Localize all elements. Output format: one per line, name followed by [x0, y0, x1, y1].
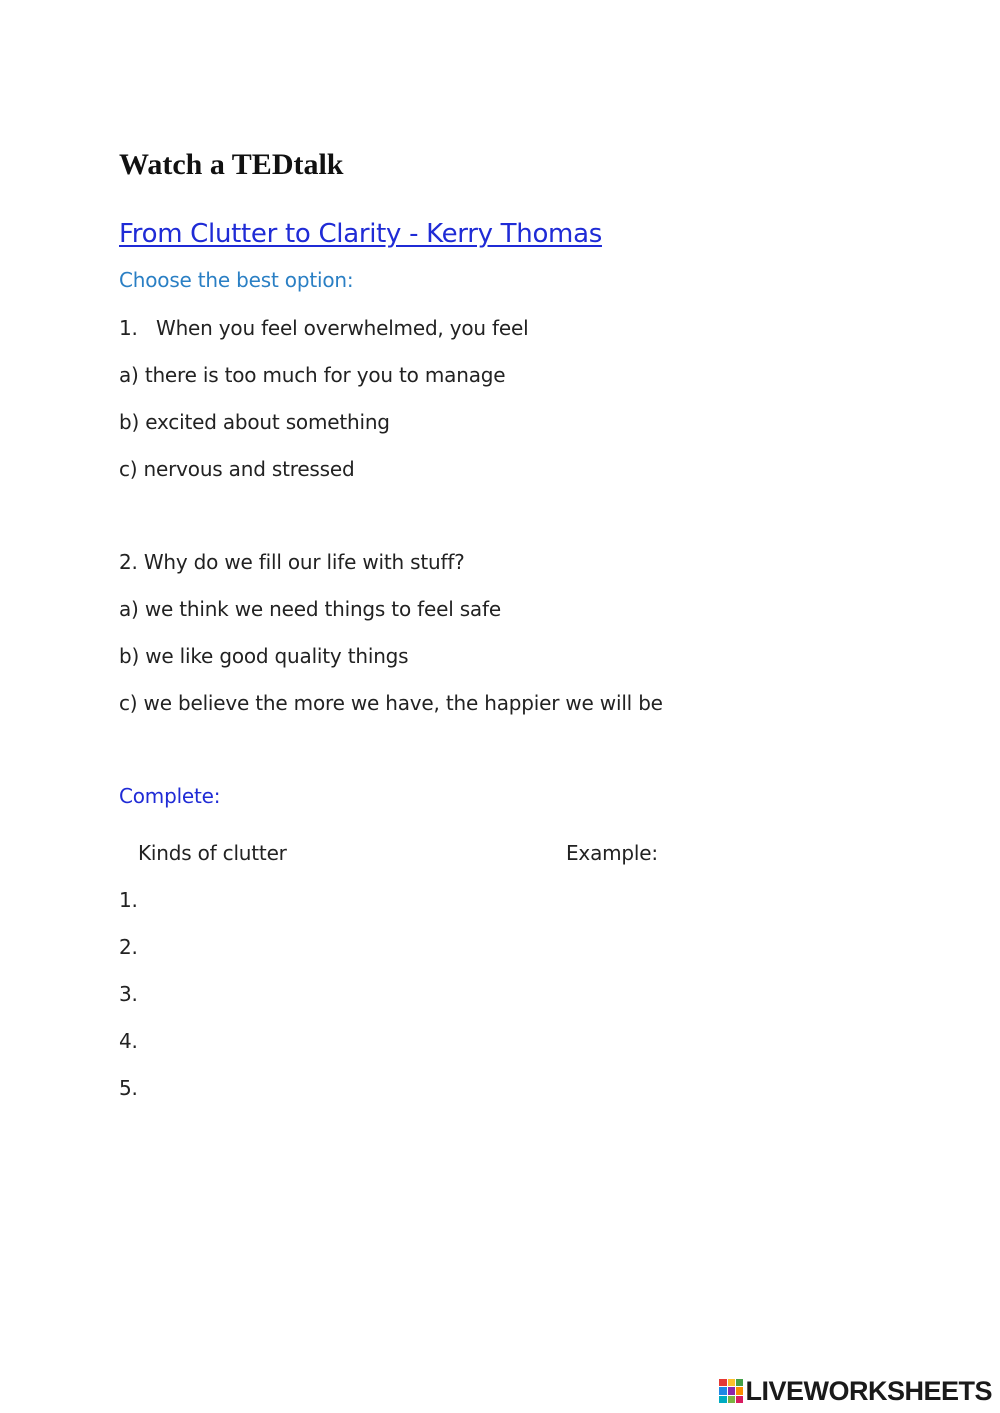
- header-example: Example:: [566, 841, 658, 865]
- list-item: 5.: [119, 1076, 138, 1100]
- list-item: 4.: [119, 1029, 138, 1053]
- question-1-text: When you feel overwhelmed, you feel: [156, 316, 529, 340]
- liveworksheets-logo-icon: [719, 1379, 743, 1403]
- question-1-option-c: c) nervous and stressed: [119, 457, 355, 481]
- question-1-number: 1.: [119, 316, 138, 340]
- question-2-option-b: b) we like good quality things: [119, 644, 409, 668]
- question-2-option-c: c) we believe the more we have, the happier we will be: [119, 691, 663, 715]
- instruction-complete: Complete:: [119, 784, 221, 808]
- question-2-text: 2. Why do we fill our life with stuff?: [119, 550, 465, 574]
- liveworksheets-logo: [719, 1377, 992, 1405]
- instruction-choose: Choose the best option:: [119, 268, 354, 292]
- question-1-option-a: a) there is too much for you to manage: [119, 363, 506, 387]
- list-item: 3.: [119, 982, 138, 1006]
- liveworksheets-logo-text: LIVEWORKSHEETS: [745, 1375, 992, 1406]
- ted-talk-link[interactable]: From Clutter to Clarity - Kerry Thomas: [119, 219, 602, 249]
- page-title: Watch a TEDtalk: [119, 148, 344, 181]
- question-2-option-a: a) we think we need things to feel safe: [119, 597, 501, 621]
- question-1-option-b: b) excited about something: [119, 410, 390, 434]
- list-item: 2.: [119, 935, 138, 959]
- list-item: 1.: [119, 888, 138, 912]
- header-kinds-of-clutter: Kinds of clutter: [138, 841, 287, 865]
